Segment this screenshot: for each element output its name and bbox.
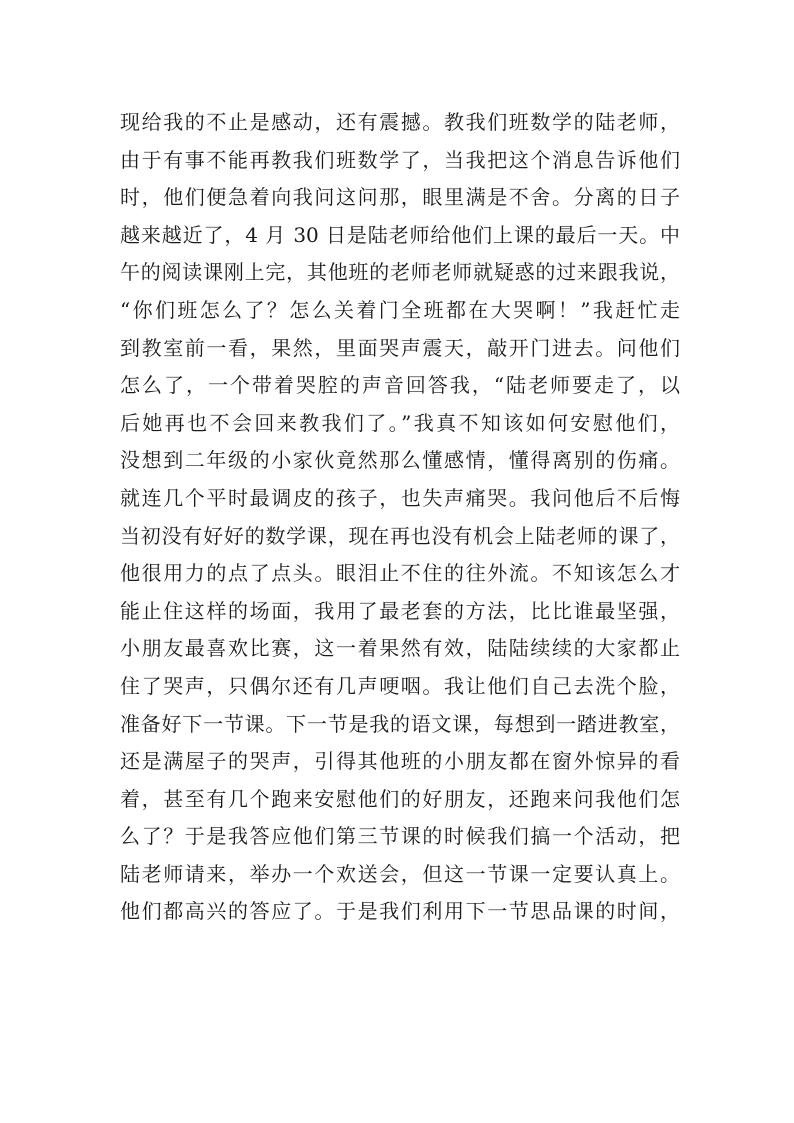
text-line: 到教室前一看，果然，里面哭声震天，敲开门进去。问他们 — [120, 335, 680, 360]
text-line: 他很用力的点了点头。眼泪止不住的往外流。不知该怎么才 — [120, 561, 680, 586]
text-line: 没想到二年级的小家伙竟然那么懂感情，懂得离别的伤痛。 — [120, 448, 680, 473]
text-line: 怎么了，一个带着哭腔的声音回答我，“陆老师要走了，以 — [120, 373, 680, 398]
text-line: 陆老师请来，举办一个欢送会，但这一节课一定要认真上。 — [120, 861, 680, 886]
text-line: “你们班怎么了？怎么关着门全班都在大哭啊！”我赶忙走 — [120, 297, 680, 322]
text-line: 时，他们便急着向我问这问那，眼里满是不舍。分离的日子 — [120, 185, 680, 210]
text-line: 能止住这样的场面，我用了最老套的方法，比比谁最坚强， — [120, 598, 680, 623]
text-line: 住了哭声，只偶尔还有几声哽咽。我让他们自己去洗个脸， — [120, 673, 680, 698]
text-line: 么了？于是我答应他们第三节课的时候我们搞一个活动，把 — [120, 824, 680, 849]
text-line: 准备好下一节课。下一节是我的语文课，每想到一踏进教室， — [120, 711, 680, 736]
text-line: 越来越近了，4 月 30 日是陆老师给他们上课的最后一天。中 — [120, 222, 680, 247]
text-line: 后她再也不会回来教我们了。”我真不知该如何安慰他们， — [120, 410, 680, 435]
text-line: 午的阅读课刚上完，其他班的老师老师就疑惑的过来跟我说， — [120, 260, 680, 285]
text-line: 当初没有好好的数学课，现在再也没有机会上陆老师的课了， — [120, 523, 680, 548]
text-line: 还是满屋子的哭声，引得其他班的小朋友都在窗外惊异的看 — [120, 749, 680, 774]
text-line: 着，甚至有几个跑来安慰他们的好朋友，还跑来问我他们怎 — [120, 786, 680, 811]
text-line: 由于有事不能再教我们班数学了，当我把这个消息告诉他们 — [120, 147, 680, 172]
text-line: 现给我的不止是感动，还有震撼。教我们班数学的陆老师， — [120, 110, 680, 134]
body-text — [120, 104, 680, 931]
text-line: 就连几个平时最调皮的孩子，也失声痛哭。我问他后不后悔 — [120, 485, 680, 510]
text-line: 他们都高兴的答应了。于是我们利用下一节思品课的时间， — [120, 899, 680, 924]
text-line: 小朋友最喜欢比赛，这一着果然有效，陆陆续续的大家都止 — [120, 636, 680, 661]
